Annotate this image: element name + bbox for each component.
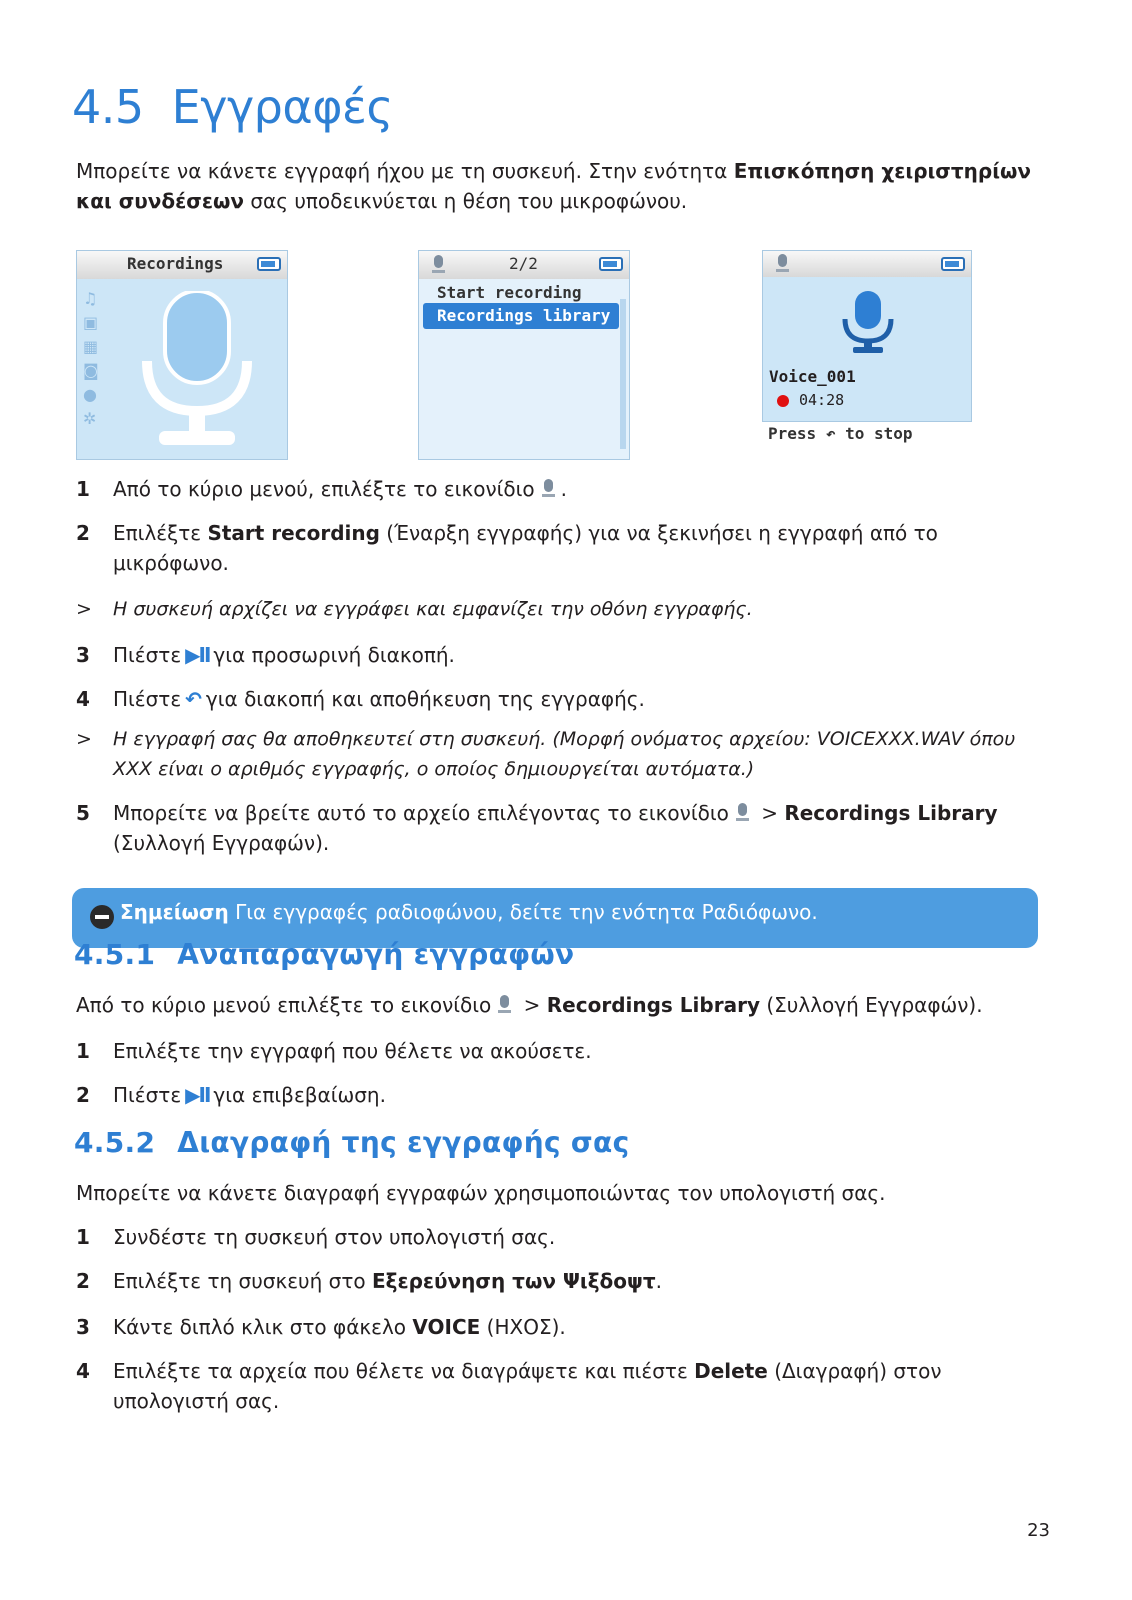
- list-item: 1 Συνδέστε τη συσκευή στον υπολογιστή σας.: [76, 1225, 556, 1249]
- microphone-graphic: [137, 291, 257, 451]
- record-dot-icon: [777, 395, 789, 407]
- list-item: 3 Κάντε διπλό κλικ στο φάκελο VOICE (ΗΧΟΣ).: [76, 1315, 566, 1339]
- page-title: 4.5 Εγγραφές: [72, 80, 393, 134]
- section-intro: Μπορείτε να κάνετε διαγραφή εγγραφών χρησιμοποιώντας τον υπολογιστή σας.: [76, 1181, 886, 1205]
- battery-icon: [941, 257, 965, 271]
- list-item: 1 Από το κύριο μενού, επιλέξτε το εικονίδιο .: [76, 477, 567, 501]
- mic-icon: [539, 479, 557, 499]
- section-heading: 4.5.2 Διαγραφή της εγγραφής σας: [74, 1126, 630, 1159]
- list-item: 2 Επιλέξτε τη συσκευή στο Εξερεύνηση των Ψιξδοψτ.: [76, 1269, 662, 1293]
- screen-recording: [762, 250, 974, 450]
- play-pause-icon: ▶II: [185, 1083, 210, 1107]
- intro-paragraph: Μπορείτε να κάνετε εγγραφή ήχου με τη συσκευή. Στην ενότητα Επισκόπηση χειριστηρίων και συνδέσεων σας υποδεικνύεται η θέση του μικροφώνου.: [76, 159, 1031, 213]
- file-name: Voice_001: [769, 367, 856, 386]
- back-icon: ↶: [185, 687, 202, 711]
- play-pause-icon: ▶II: [185, 643, 210, 667]
- list-item: > Η συσκευή αρχίζει να εγγράφει και εμφανίζει την οθόνη εγγραφής.: [76, 598, 753, 620]
- screen-menu: 2/2 Start recording Recordings library: [418, 250, 630, 460]
- microphone-icon: [841, 291, 895, 355]
- section-heading: 4.5.1 Αναπαραγωγή εγγραφών: [74, 938, 575, 971]
- page-number: 23: [1027, 1520, 1050, 1541]
- mic-icon: [495, 995, 513, 1015]
- section-intro: Από το κύριο μενού επιλέξτε το εικονίδιο > Recordings Library (Συλλογή Εγγραφών).: [76, 993, 983, 1017]
- mic-icon: [429, 255, 447, 275]
- list-item: 1 Επιλέξτε την εγγραφή που θέλετε να ακούσετε.: [76, 1039, 592, 1063]
- back-icon: ↶: [825, 424, 836, 443]
- list-item: 5 Μπορείτε να βρείτε αυτό το αρχείο επιλέγοντας το εικονίδιο > Recordings Library (Συλλογή Εγγραφών).: [76, 801, 998, 855]
- scrollbar: [620, 299, 626, 449]
- list-item: 4 Πιέστε ↶ για διακοπή και αποθήκευση της εγγραφής.: [76, 684, 1046, 714]
- menu-item-library[interactable]: Recordings library: [423, 303, 619, 329]
- list-item: > Η εγγραφή σας θα αποθηκευτεί στη συσκευή. (Μορφή ονόματος αρχείου: VOICEXXX.WAV όπου XXX είναι ο αριθμός εγγραφής, ο οποίος δημιουργείται αυτόματα.): [76, 728, 1016, 780]
- side-icons: ♫ ▣ ▦ ◙ ● ✲: [83, 289, 99, 428]
- battery-icon: [599, 257, 623, 271]
- note-icon: [90, 905, 114, 929]
- mic-icon: [773, 254, 791, 274]
- screen-recordings: Recordings ♫ ▣ ▦ ◙ ● ✲: [76, 250, 288, 460]
- list-item: 2 Επιλέξτε Start recording (Έναρξη εγγραφής) για να ξεκινήσει η εγγραφή από το μικρόφωνο.: [76, 521, 938, 575]
- list-item: 3 Πιέστε ▶II για προσωρινή διακοπή.: [76, 640, 1046, 670]
- list-item: 4 Επιλέξτε τα αρχεία που θέλετε να διαγράψετε και πιέστε Delete (Διαγραφή) στον υπολογιστή σας.: [76, 1359, 942, 1413]
- mic-icon: [733, 803, 751, 823]
- list-item: 2 Πιέστε ▶II για επιβεβαίωση.: [76, 1080, 1046, 1110]
- battery-icon: [257, 257, 281, 271]
- record-time: 04:28: [799, 391, 845, 409]
- press-to-stop-hint: Press ↶ to stop: [768, 424, 913, 443]
- menu-item-start[interactable]: Start recording: [437, 283, 582, 302]
- note-box: Σημείωση Για εγγραφές ραδιοφώνου, δείτε την ενότητα Ραδιόφωνο.: [72, 888, 1038, 948]
